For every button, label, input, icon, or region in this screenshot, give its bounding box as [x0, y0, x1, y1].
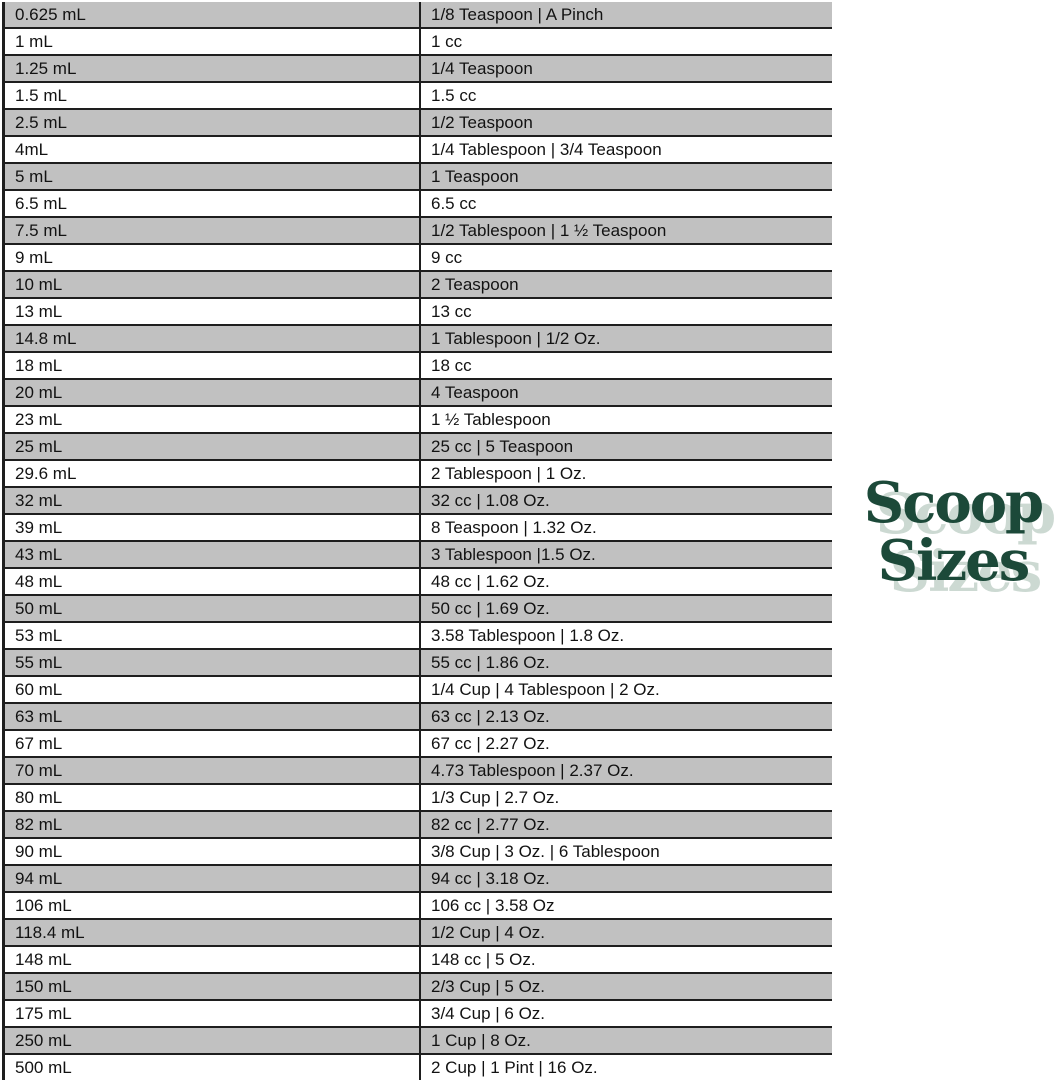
equivalent-cell: 1/4 Tablespoon | 3/4 Teaspoon [431, 139, 662, 159]
milliliters-cell: 250 mL [2, 1028, 421, 1053]
milliliters-cell: 118.4 mL [2, 920, 421, 945]
table-row [2, 488, 832, 515]
equivalent-cell: 1/2 Cup | 4 Oz. [431, 922, 546, 942]
milliliters-cell: 7.5 mL [2, 218, 421, 243]
equivalent-cell: 1/8 Teaspoon | A Pinch [431, 4, 604, 24]
equivalent-cell: 32 cc | 1.08 Oz. [431, 490, 550, 510]
table-row [2, 731, 832, 758]
milliliters-cell: 32 mL [2, 488, 421, 513]
milliliters-cell: 14.8 mL [2, 326, 421, 351]
equivalent-cell: 6.5 cc [431, 193, 477, 213]
table-row [2, 245, 832, 272]
table-row [2, 677, 832, 704]
table-row [2, 164, 832, 191]
equivalent-cell: 106 cc | 3.58 Oz [431, 895, 555, 915]
table-row [2, 434, 832, 461]
table-row [2, 407, 832, 434]
equivalent-cell: 2 Cup | 1 Pint | 16 Oz. [431, 1057, 598, 1077]
equivalent-cell: 2/3 Cup | 5 Oz. [431, 976, 546, 996]
equivalent-cell: 1.5 cc [431, 85, 477, 105]
equivalent-cell: 2 Tablespoon | 1 Oz. [431, 463, 587, 483]
equivalent-cell: 50 cc | 1.69 Oz. [431, 598, 550, 618]
table-row [2, 272, 832, 299]
table-row [2, 353, 832, 380]
equivalent-cell: 3.58 Tablespoon | 1.8 Oz. [431, 625, 625, 645]
table-row [2, 2, 832, 29]
table-row [2, 326, 832, 353]
milliliters-cell: 80 mL [2, 785, 421, 810]
milliliters-cell: 5 mL [2, 164, 421, 189]
equivalent-cell: 55 cc | 1.86 Oz. [431, 652, 550, 672]
equivalent-cell: 3/4 Cup | 6 Oz. [431, 1003, 546, 1023]
milliliters-cell: 50 mL [2, 596, 421, 621]
milliliters-cell: 4mL [2, 137, 421, 162]
table-row [2, 596, 832, 623]
equivalent-cell: 13 cc [431, 301, 472, 321]
table-row [2, 56, 832, 83]
milliliters-cell: 13 mL [2, 299, 421, 324]
milliliters-cell: 60 mL [2, 677, 421, 702]
table-row [2, 191, 832, 218]
table-row [2, 947, 832, 974]
milliliters-cell: 48 mL [2, 569, 421, 594]
table-row [2, 110, 832, 137]
equivalent-cell: 25 cc | 5 Teaspoon [431, 436, 574, 456]
equivalent-cell: 8 Teaspoon | 1.32 Oz. [431, 517, 597, 537]
milliliters-cell: 148 mL [2, 947, 421, 972]
equivalent-cell: 1 cc [431, 31, 463, 51]
table-row [2, 812, 832, 839]
equivalent-cell: 1 Tablespoon | 1/2 Oz. [431, 328, 601, 348]
milliliters-cell: 2.5 mL [2, 110, 421, 135]
scoop-size-conversion-table [2, 2, 832, 1080]
milliliters-cell: 55 mL [2, 650, 421, 675]
table-row [2, 704, 832, 731]
milliliters-cell: 9 mL [2, 245, 421, 270]
equivalent-cell: 1/2 Tablespoon | 1 ½ Teaspoon [431, 220, 667, 240]
table-row [2, 83, 832, 110]
equivalent-cell: 1/4 Cup | 4 Tablespoon | 2 Oz. [431, 679, 660, 699]
milliliters-cell: 1.5 mL [2, 83, 421, 108]
equivalent-cell: 18 cc [431, 355, 472, 375]
table-row [2, 920, 832, 947]
equivalent-cell: 1 Teaspoon [431, 166, 519, 186]
equivalent-cell: 63 cc | 2.13 Oz. [431, 706, 550, 726]
table-row [2, 137, 832, 164]
table-row [2, 1055, 832, 1080]
equivalent-cell: 3/8 Cup | 3 Oz. | 6 Tablespoon [431, 841, 660, 861]
milliliters-cell: 0.625 mL [2, 2, 421, 27]
milliliters-cell: 25 mL [2, 434, 421, 459]
milliliters-cell: 29.6 mL [2, 461, 421, 486]
table-row [2, 1001, 832, 1028]
equivalent-cell: 4.73 Tablespoon | 2.37 Oz. [431, 760, 634, 780]
milliliters-cell: 150 mL [2, 974, 421, 999]
milliliters-cell: 67 mL [2, 731, 421, 756]
logo-line-scoop: Scoop [863, 470, 1043, 536]
milliliters-cell: 39 mL [2, 515, 421, 540]
milliliters-cell: 70 mL [2, 758, 421, 783]
table-row [2, 299, 832, 326]
equivalent-cell: 2 Teaspoon [431, 274, 519, 294]
equivalent-cell: 1 Cup | 8 Oz. [431, 1030, 531, 1050]
milliliters-cell: 106 mL [2, 893, 421, 918]
equivalent-cell: 148 cc | 5 Oz. [431, 949, 536, 969]
equivalent-cell: 82 cc | 2.77 Oz. [431, 814, 550, 834]
milliliters-cell: 23 mL [2, 407, 421, 432]
table-row [2, 1028, 832, 1055]
equivalent-cell: 1/2 Teaspoon [431, 112, 533, 132]
milliliters-cell: 6.5 mL [2, 191, 421, 216]
milliliters-cell: 175 mL [2, 1001, 421, 1026]
table-row [2, 569, 832, 596]
table-row [2, 839, 832, 866]
table-row [2, 380, 832, 407]
milliliters-cell: 53 mL [2, 623, 421, 648]
table-row [2, 623, 832, 650]
milliliters-cell: 10 mL [2, 272, 421, 297]
equivalent-cell: 94 cc | 3.18 Oz. [431, 868, 550, 888]
equivalent-cell: 48 cc | 1.62 Oz. [431, 571, 550, 591]
milliliters-cell: 20 mL [2, 380, 421, 405]
milliliters-cell: 500 mL [2, 1055, 421, 1080]
table-row [2, 974, 832, 1001]
table-row [2, 542, 832, 569]
table-row [2, 893, 832, 920]
equivalent-cell: 9 cc [431, 247, 463, 267]
equivalent-cell: 4 Teaspoon [431, 382, 519, 402]
scoop-sizes-logo [843, 470, 1063, 595]
milliliters-cell: 90 mL [2, 839, 421, 864]
table-row [2, 29, 832, 56]
table-row [2, 758, 832, 785]
table-row [2, 650, 832, 677]
table-row [2, 461, 832, 488]
milliliters-cell: 43 mL [2, 542, 421, 567]
milliliters-cell: 1.25 mL [2, 56, 421, 81]
milliliters-cell: 18 mL [2, 353, 421, 378]
logo-line-sizes: Sizes [877, 528, 1029, 595]
milliliters-cell: 63 mL [2, 704, 421, 729]
table-row [2, 218, 832, 245]
table-row [2, 515, 832, 542]
equivalent-cell: 1/3 Cup | 2.7 Oz. [431, 787, 560, 807]
equivalent-cell: 67 cc | 2.27 Oz. [431, 733, 550, 753]
milliliters-cell: 82 mL [2, 812, 421, 837]
milliliters-cell: 1 mL [2, 29, 421, 54]
equivalent-cell: 1/4 Teaspoon [431, 58, 533, 78]
equivalent-cell: 3 Tablespoon |1.5 Oz. [431, 544, 596, 564]
milliliters-cell: 94 mL [2, 866, 421, 891]
table-row [2, 785, 832, 812]
table-row [2, 866, 832, 893]
equivalent-cell: 1 ½ Tablespoon [431, 409, 551, 429]
